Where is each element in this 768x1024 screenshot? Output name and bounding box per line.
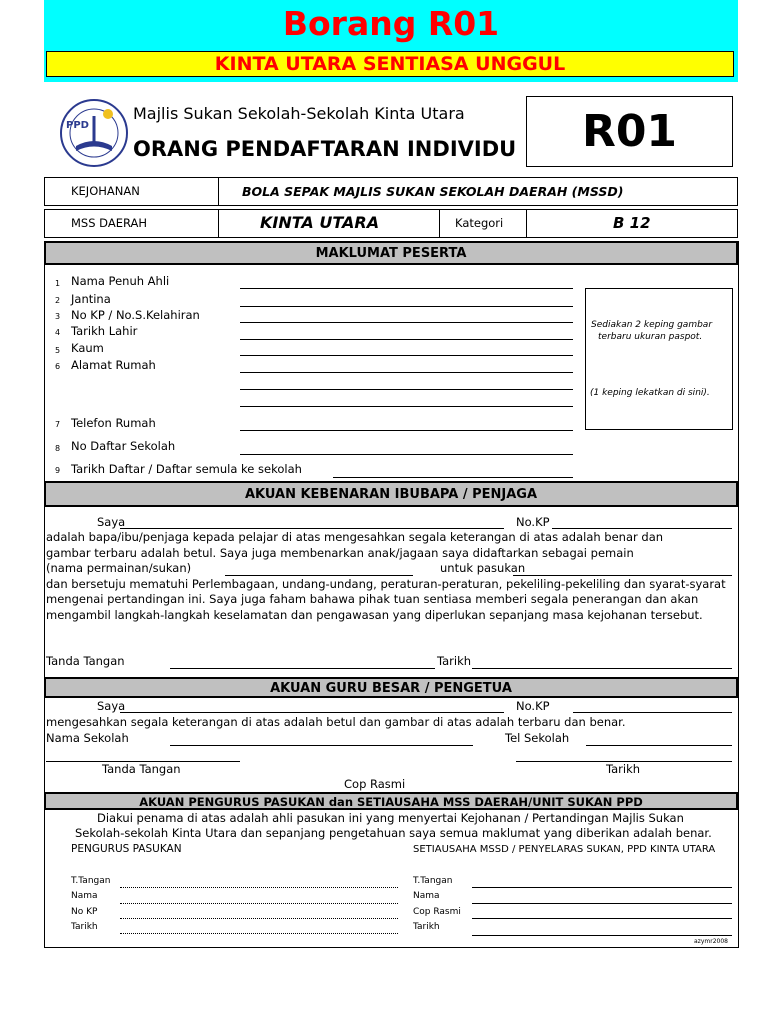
cop-rasmi-label: Cop Rasmi [344, 777, 406, 791]
input-line-tarikh-daftar[interactable] [333, 477, 573, 478]
svg-text:PPD: PPD [66, 120, 89, 131]
input-line-pp-nama[interactable] [120, 903, 398, 904]
input-line-su-cop[interactable] [472, 918, 732, 919]
input-line-alamat-3[interactable] [240, 406, 573, 407]
photo-box[interactable] [585, 288, 733, 430]
input-line-ibubapa-tarikh[interactable] [472, 668, 732, 669]
field-tarikh-lahir: Tarikh Lahir [71, 324, 138, 338]
input-line-su-ttangan[interactable] [472, 887, 732, 888]
input-line-gb-nama[interactable] [120, 712, 504, 713]
input-line-gb-nokp[interactable] [573, 712, 732, 713]
tel-sekolah-label: Tel Sekolah [505, 731, 570, 745]
input-line-no-daftar[interactable] [240, 454, 573, 455]
input-line-nama-sekolah[interactable] [170, 745, 473, 746]
form-title: ORANG PENDAFTARAN INDIVIDU [133, 137, 517, 161]
input-line-nokp[interactable] [240, 322, 573, 323]
input-line-alamat-1[interactable] [240, 372, 573, 373]
section-maklumat-peserta: MAKLUMAT PESERTA [44, 241, 738, 265]
input-line-pasukan[interactable] [513, 575, 732, 576]
field-telefon: Telefon Rumah [71, 416, 156, 430]
footer-code: azymr2008 [694, 938, 728, 945]
gb-tanda-tangan-label: Tanda Tangan [102, 762, 181, 776]
ppd-logo [56, 98, 132, 168]
ibubapa-tanda-tangan-label: Tanda Tangan [46, 654, 125, 668]
input-line-alamat-2[interactable] [240, 389, 573, 390]
input-line-ibubapa-nama[interactable] [120, 528, 504, 529]
photo-note-3: (1 keping lekatkan di sini). [590, 388, 710, 398]
input-line-su-tarikh[interactable] [472, 935, 732, 936]
input-line-su-nama[interactable] [472, 903, 732, 904]
field-tarikh-daftar: Tarikh Daftar / Daftar semula ke sekolah [71, 462, 302, 476]
section-akuan-guru-besar: AKUAN GURU BESAR / PENGETUA [44, 677, 738, 698]
ibubapa-tarikh-label: Tarikh [437, 654, 472, 668]
input-line-pp-nokp[interactable] [120, 918, 398, 919]
kejohanan-label: KEJOHANAN [71, 184, 140, 198]
input-line-pp-ttangan[interactable] [120, 887, 398, 888]
input-line-pp-tarikh[interactable] [120, 933, 398, 934]
field-alamat: Alamat Rumah [71, 358, 156, 372]
input-line-ibubapa-nokp[interactable] [552, 528, 732, 529]
slogan-text: KINTA UTARA SENTIASA UNGGUL [214, 53, 566, 75]
photo-note-1: Sediakan 2 keping gambar [591, 320, 713, 330]
code-box-text: R01 [581, 106, 678, 157]
input-line-sukan[interactable] [225, 575, 413, 576]
field-kaum: Kaum [71, 341, 104, 355]
mss-value: KINTA UTARA [260, 213, 380, 232]
gb-tarikh-label: Tarikh [606, 762, 641, 776]
pengurus-pasukan-title: PENGURUS PASUKAN [71, 843, 182, 855]
section-akuan-pengurus: AKUAN PENGURUS PASUKAN dan SETIAUSAHA MSS DAERAH/UNIT SUKAN PPD [44, 792, 738, 810]
input-line-nama[interactable] [240, 288, 573, 289]
form-title-clip [133, 134, 526, 164]
org-name: Majlis Sukan Sekolah-Sekolah Kinta Utara [133, 104, 465, 123]
field-nama: Nama Penuh Ahli [71, 274, 170, 288]
kategori-label: Kategori [455, 216, 504, 230]
field-jantina: Jantina [71, 292, 111, 306]
mss-label: MSS DAERAH [71, 216, 148, 230]
input-line-jantina[interactable] [240, 306, 573, 307]
input-line-ibubapa-ttangan[interactable] [170, 668, 435, 669]
input-line-kaum[interactable] [240, 355, 573, 356]
section-akuan-ibubapa: AKUAN KEBENARAN IBUBAPA / PENJAGA [44, 481, 738, 507]
kejohanan-value: BOLA SEPAK MAJLIS SUKAN SEKOLAH DAERAH (MSSD) [242, 184, 624, 199]
field-nokp: No KP / No.S.Kelahiran [71, 308, 200, 322]
photo-note-2: terbaru ukuran paspot. [598, 332, 703, 342]
input-line-tarikh-lahir[interactable] [240, 339, 573, 340]
input-line-tel-sekolah[interactable] [586, 745, 732, 746]
kategori-value: B 12 [613, 214, 651, 232]
nama-sekolah-label: Nama Sekolah [46, 731, 129, 745]
field-no-daftar: No Daftar Sekolah [71, 439, 176, 453]
input-line-telefon[interactable] [240, 430, 573, 431]
form-heading: Borang R01 [282, 4, 500, 43]
setiausaha-title: SETIAUSAHA MSSD / PENYELARAS SUKAN, PPD KINTA UTARA [413, 844, 716, 855]
